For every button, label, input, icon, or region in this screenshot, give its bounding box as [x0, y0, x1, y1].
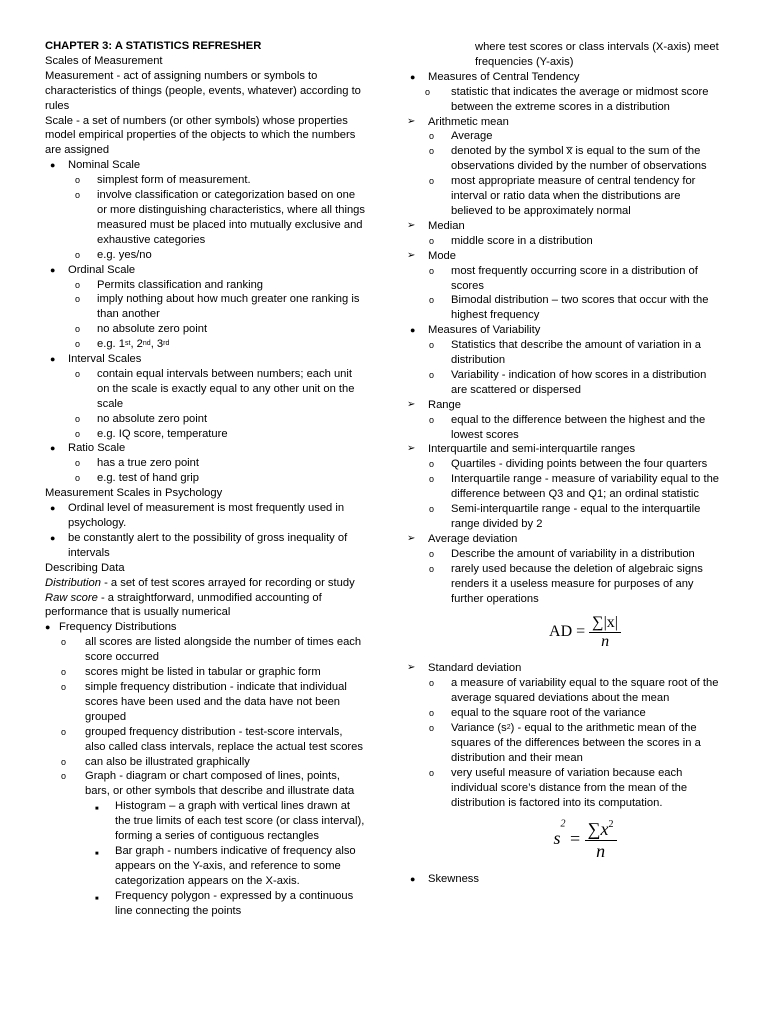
circle-bullet-icon: o [75, 458, 81, 469]
bullet-icon: ● [410, 71, 416, 82]
circle-bullet-icon: o [61, 681, 67, 692]
list-item: o most appropriate measure of central tendency for interval or ratio data when the distributions are believed to be approximately normal [429, 175, 696, 217]
circle-bullet-icon: o [61, 667, 67, 678]
circle-bullet-icon: o [429, 146, 435, 157]
circle-bullet-icon: o [429, 548, 435, 559]
bullet-icon: ● [50, 532, 56, 543]
circle-bullet-icon: o [61, 771, 67, 782]
circle-bullet-icon: o [75, 249, 81, 260]
list-item: o Describe the amount of variability in a distribution [429, 547, 695, 560]
list-item: o denoted by the symbol x̅ is equal to the sum of the observations divided by the number of observations [429, 145, 707, 173]
arrow-bullet-icon: ➢ [407, 443, 416, 455]
circle-bullet-icon: o [429, 459, 435, 470]
list-item: o statistic that indicates the average or midmost score between the extreme scores in a distribution [425, 85, 709, 113]
list-item: o middle score in a distribution [429, 234, 593, 247]
bullet-icon: ● [45, 622, 51, 633]
bullet-icon: ● [410, 325, 416, 336]
list-item-skewness: ● Skewness [410, 872, 479, 885]
circle-bullet-icon: o [429, 414, 435, 425]
formula-numerator: $\sum x^2$ [585, 819, 617, 841]
list-item: o equal to the difference between the highest and the lowest scores [429, 413, 706, 441]
bullet-icon: ● [410, 873, 416, 884]
list-item-frequency: ● Frequency Distributions [45, 621, 177, 634]
list-item: o simple frequency distribution - indicate that individual scores have been used and the data have not been grouped [61, 680, 347, 723]
list-item: o e.g. test of hand grip [75, 472, 199, 485]
list-item: o Graph - diagram or chart composed of lines, points, bars, or other symbols that describe and illustrate data [61, 770, 355, 798]
list-item-variability: ● Measures of Variability [410, 324, 541, 337]
formula-denominator: n [601, 633, 610, 651]
circle-bullet-icon: o [61, 756, 67, 767]
list-item: o rarely used because the deletion of algebraic signs renders it a useless measure for purposes of any further operations [429, 562, 703, 605]
list-item: o has a true zero point [75, 457, 199, 470]
circle-bullet-icon: o [429, 563, 435, 574]
list-item: ● be constantly alert to the possibility of gross inequality of intervals [50, 531, 348, 559]
average-deviation-formula [405, 606, 725, 661]
list-item-nominal: ● Nominal Scale [50, 159, 141, 172]
circle-bullet-icon: o [75, 175, 81, 186]
list-item: ● Ordinal level of measurement is most frequently used in psychology. [50, 502, 345, 529]
circle-bullet-icon: o [429, 235, 435, 246]
circle-bullet-icon: o [75, 324, 81, 335]
list-item-iqr: ➢ Interquartile and semi-interquartile ranges [407, 443, 636, 456]
circle-bullet-icon: o [429, 474, 435, 485]
list-item: ■ Bar graph - numbers indicative of frequency also appears on the Y-axis, and reference to some categorization appears on the X-axis. [95, 844, 356, 887]
list-item: ■ Histogram – a graph with vertical lines drawn at the true limits of each test score (or class interval), forming a series of contiguous rectangles [95, 800, 365, 843]
list-item: o imply nothing about how much greater one ranking is than another [75, 293, 360, 321]
circle-bullet-icon: o [61, 637, 67, 648]
list-item: o very useful measure of variation because each individual score’s distance from the mean of the distribution is factored into its computation. [429, 766, 688, 809]
circle-bullet-icon: o [429, 504, 435, 515]
arrow-bullet-icon: ➢ [407, 219, 416, 231]
continuation-text: where test scores or class intervals (X-axis) meet frequencies (Y-axis) [475, 41, 719, 68]
list-item-standard-deviation: ➢ Standard deviation [407, 662, 522, 675]
circle-bullet-icon: o [75, 190, 81, 201]
list-item: o can also be illustrated graphically [61, 755, 250, 768]
list-item: o e.g. yes/no [75, 248, 152, 261]
circle-bullet-icon: o [75, 473, 81, 484]
formula-equals: = [570, 828, 581, 849]
list-item-variance: o Variance $(s^2)$ - equal to the arithmetic mean of the squares of the differences between the scores in a distribution and their mean [429, 722, 701, 764]
arrow-bullet-icon: ➢ [407, 249, 416, 261]
right-column [405, 40, 725, 886]
circle-bullet-icon: o [429, 340, 435, 351]
list-item: o a measure of variability equal to the square root of the average squared deviations about the mean [429, 677, 719, 705]
list-item: o Bimodal distribution – two scores that occur with the highest frequency [429, 294, 709, 322]
list-item: o contain equal intervals between numbers; each unit on the scale is exactly equal to any other unit on the scale [75, 367, 355, 410]
formula-fraction [589, 614, 621, 651]
list-item-central-tendency: ● Measures of Central Tendency [410, 70, 580, 83]
arrow-bullet-icon: ➢ [407, 532, 416, 544]
circle-bullet-icon: o [75, 339, 81, 350]
circle-bullet-icon: o [429, 131, 435, 142]
list-item: o simplest form of measurement. [75, 174, 251, 187]
bullet-icon: ● [50, 503, 56, 514]
list-item: o Semi-interquartile range - equal to the interquartile range divided by 2 [429, 503, 701, 530]
raw-score-definition: Raw score - a straightforward, unmodified accounting of performance that is usually numerical [45, 591, 322, 619]
list-item-ratio: ● Ratio Scale [50, 442, 126, 455]
list-item: o involve classification or categorization based on one or more distinguishing characteristics, where all things measured must be placed into mutually exclusive and exhaustive categories [75, 189, 365, 246]
list-item: o Interquartile range - measure of variability equal to the difference between Q3 and Q1; an ordinal statistic [429, 473, 720, 501]
list-item-mean: ➢ Arithmetic mean [407, 115, 509, 128]
list-item: o scores might be listed in tabular or graphic form [61, 666, 321, 679]
list-item-mode: ➢ Mode [407, 249, 456, 262]
circle-bullet-icon: o [61, 726, 67, 737]
list-item-median: ➢ Median [407, 219, 465, 232]
list-item: o grouped frequency distribution - test-score intervals, also called class intervals, replace the actual test scores [61, 725, 363, 753]
scales-heading: Scales of Measurement [45, 54, 163, 67]
distribution-definition: Distribution - a set of test scores arrayed for recording or study [45, 576, 355, 589]
measurement-definition: Measurement - act of assigning numbers or symbols to characteristics of things (people, events, whatever) according to rules [45, 69, 361, 112]
circle-bullet-icon: o [429, 176, 435, 187]
formula-denominator: n [596, 840, 606, 861]
list-item-ordinal: ● Ordinal Scale [50, 263, 136, 276]
square-bullet-icon: ■ [95, 806, 99, 813]
circle-bullet-icon: o [425, 86, 431, 97]
list-item: o e.g. IQ score, temperature [75, 427, 228, 440]
list-item: o Permits classification and ranking [75, 278, 264, 291]
list-item: o no absolute zero point [75, 412, 208, 425]
bullet-icon: ● [50, 443, 56, 454]
list-item: o Variability - indication of how scores in a distribution are scattered or dispersed [429, 368, 707, 396]
list-item: o most frequently occurring score in a distribution of scores [429, 264, 698, 292]
circle-bullet-icon: o [429, 708, 435, 719]
list-item: o no absolute zero point [75, 323, 208, 336]
chapter-title: CHAPTER 3: A STATISTICS REFRESHER [45, 40, 262, 52]
bullet-icon: ● [50, 354, 56, 365]
square-bullet-icon: ■ [95, 895, 99, 902]
square-bullet-icon: ■ [95, 850, 99, 857]
variance-formula [405, 811, 725, 872]
list-item-average-deviation: ➢ Average deviation [407, 532, 518, 545]
list-item: ■ Frequency polygon - expressed by a continuous line connecting the points [95, 889, 354, 917]
circle-bullet-icon: o [429, 265, 435, 276]
circle-bullet-icon: o [429, 295, 435, 306]
arrow-bullet-icon: ➢ [407, 398, 416, 410]
list-item: o Average [429, 130, 493, 143]
circle-bullet-icon: o [429, 369, 435, 380]
list-item: o Quartiles - dividing points between the four quarters [429, 458, 708, 471]
formula-fraction [585, 819, 617, 862]
psychology-heading: Measurement Scales in Psychology [45, 487, 223, 500]
arrow-bullet-icon: ➢ [407, 662, 416, 674]
arrow-bullet-icon: ➢ [407, 115, 416, 127]
left-column [45, 39, 365, 918]
list-item-range: ➢ Range [407, 398, 461, 411]
formula-lhs: $s^2$ [553, 818, 566, 849]
circle-bullet-icon: o [75, 279, 81, 290]
formula-numerator: ∑|x| [589, 614, 621, 633]
circle-bullet-icon: o [75, 413, 81, 424]
describing-data-heading: Describing Data [45, 561, 125, 574]
list-item: o Statistics that describe the amount of variation in a distribution [429, 339, 701, 367]
circle-bullet-icon: o [429, 723, 435, 734]
bullet-icon: ● [50, 160, 56, 171]
scale-definition: Scale - a set of numbers (or other symbols) whose properties model empirical properties of the objects to which the numbers are assigned [45, 114, 356, 157]
circle-bullet-icon: o [75, 368, 81, 379]
circle-bullet-icon: o [429, 678, 435, 689]
circle-bullet-icon: o [75, 428, 81, 439]
circle-bullet-icon: o [75, 294, 81, 305]
formula-lhs: AD = [549, 623, 586, 641]
list-item: o equal to the square root of the variance [429, 707, 646, 720]
list-item-ordinal-example: o e.g. 1st, 2nd, 3rd [75, 338, 170, 351]
list-item: o all scores are listed alongside the number of times each score occurred [61, 636, 362, 664]
circle-bullet-icon: o [429, 767, 435, 778]
bullet-icon: ● [50, 264, 56, 275]
list-item-interval: ● Interval Scales [50, 353, 142, 366]
